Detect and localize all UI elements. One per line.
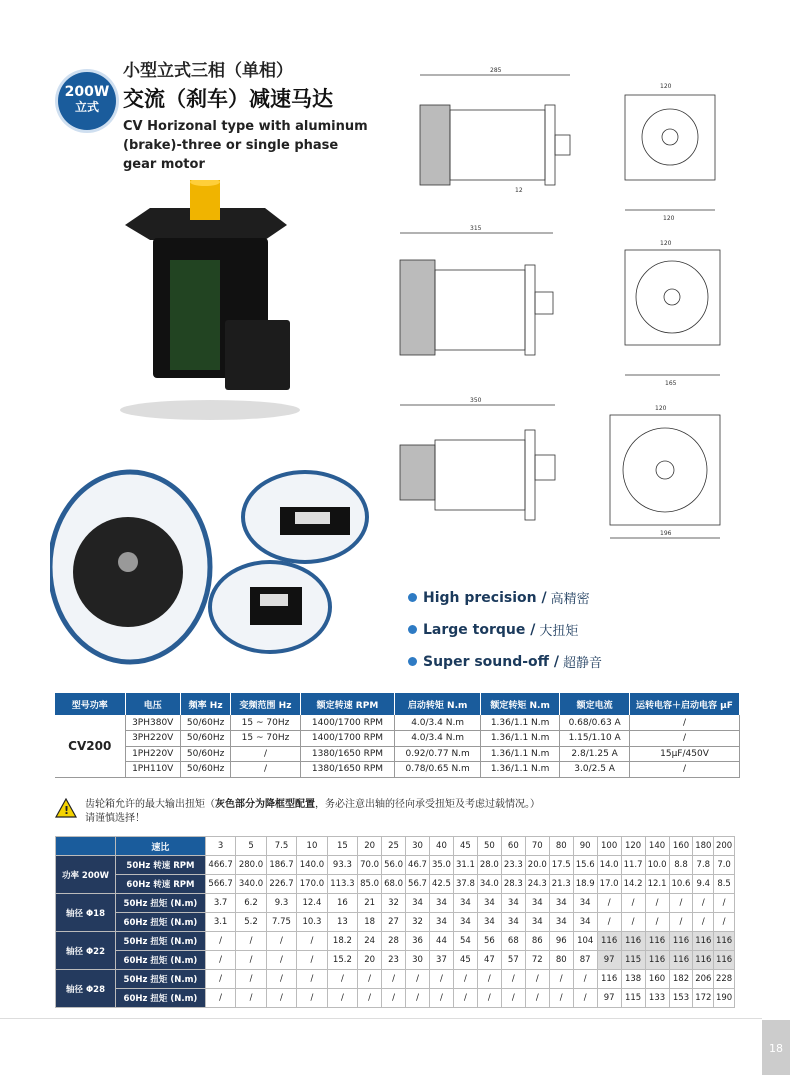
table-cell: / [231,746,300,762]
table-cell: 115 [621,989,645,1008]
table-cell: 32 [382,894,406,913]
table-cell: 9.4 [693,875,714,894]
table-row [56,913,735,932]
table-cell: 116 [669,951,693,970]
table-cell: 116 [714,951,735,970]
ratio-table [55,836,735,1008]
table-cell: 28.3 [501,875,525,894]
feature-item: Super sound-off / 超静音 [408,652,602,671]
title-line1: 小型立式三相（单相） [123,61,293,81]
title-english: CV Horizonal type with aluminum (brake)-three or single phase gear motor [123,119,368,172]
table-row [55,746,740,762]
table-cell: / [621,913,645,932]
table-cell: / [429,970,453,989]
ratio-label: 速比 [116,837,206,856]
table-cell: 1PH110V [125,762,180,778]
table-cell: / [525,989,549,1008]
table-cell: / [645,894,669,913]
table-cell: 113.3 [327,875,357,894]
table-cell: 70.0 [358,856,382,875]
table-cell: / [205,970,235,989]
table-cell: 85.0 [358,875,382,894]
table-cell: 56.0 [382,856,406,875]
table-row [56,875,735,894]
table-cell: 170.0 [297,875,327,894]
table-cell: 50/60Hz [180,762,230,778]
ratio-cell: 200 [714,837,735,856]
ratio-cell: 3 [205,837,235,856]
table-row [56,837,735,856]
power-badge [58,72,116,130]
table-cell: 2.8/1.25 A [560,746,630,762]
table-cell: / [501,989,525,1008]
table-cell: / [453,970,477,989]
table-cell: / [525,970,549,989]
table-cell: 28.0 [477,856,501,875]
table-cell: 34 [406,894,430,913]
table-cell: 1.36/1.1 N.m [480,746,559,762]
table-cell: 1.36/1.1 N.m [480,715,559,731]
table-cell: 1PH220V [125,746,180,762]
feature-item: Large torque / 大扭矩 [408,620,602,639]
row-label: 50Hz 扭矩 (N.m) [116,894,206,913]
table-cell: / [297,989,327,1008]
table-cell: 116 [597,970,621,989]
table-cell: 34 [501,894,525,913]
shaft-label: 轴径 Φ18 [56,894,116,932]
table-cell: 15μF/450V [630,746,740,762]
table-cell: 34.0 [477,875,501,894]
table-cell: / [406,970,430,989]
table-cell: 17.0 [597,875,621,894]
header-cell: 电压 [125,693,180,715]
table-cell: 226.7 [266,875,296,894]
table-cell: 5.2 [236,913,266,932]
table-cell: / [630,762,740,778]
table-cell: 14.2 [621,875,645,894]
feature-item: High precision / 高精密 [408,588,602,607]
table-cell: 0.68/0.63 A [560,715,630,731]
title-line2: 交流（刹车）减速马达 [123,87,333,111]
header-cell: 运转电容＋启动电容 μF [630,693,740,715]
table-cell: 34 [573,894,597,913]
table-cell: / [621,894,645,913]
table-cell: 3.7 [205,894,235,913]
table-cell: / [236,970,266,989]
table-cell: 116 [597,932,621,951]
table-cell: 15 ~ 70Hz [231,715,300,731]
table-cell: / [669,894,693,913]
table-cell: / [297,932,327,951]
model-cell: CV200 [55,715,125,777]
row-label: 50Hz 转速 RPM [116,856,206,875]
table-cell: 190 [714,989,735,1008]
table-cell: / [205,932,235,951]
row-label: 60Hz 扭矩 (N.m) [116,951,206,970]
ratio-cell: 180 [693,837,714,856]
ratio-cell: 7.5 [266,837,296,856]
table-cell: 68 [501,932,525,951]
table-cell: 35.0 [429,856,453,875]
table-cell: 56 [477,932,501,951]
gear-motor-image [115,180,305,420]
table-cell: 34 [573,913,597,932]
table-cell: / [693,913,714,932]
dim-2-base: 165 [665,380,677,387]
spec-table [55,693,740,778]
table-cell: 93.3 [327,856,357,875]
ratio-cell: 50 [477,837,501,856]
table-cell: 280.0 [236,856,266,875]
table-cell: / [714,894,735,913]
table-cell: 116 [714,932,735,951]
table-cell: 34 [501,913,525,932]
table-cell: 340.0 [236,875,266,894]
ratio-cell: 15 [327,837,357,856]
table-cell: / [205,951,235,970]
table-cell: 104 [573,932,597,951]
table-row [56,932,735,951]
table-cell: 21 [358,894,382,913]
table-cell: / [549,970,573,989]
table-cell: 172 [693,989,714,1008]
table-cell: 116 [693,932,714,951]
table-cell: / [669,913,693,932]
ratio-cell: 60 [501,837,525,856]
table-cell: 10.6 [669,875,693,894]
table-cell: 11.7 [621,856,645,875]
dim-1-shaft: 12 [515,187,523,194]
page-number: 18 [762,1020,790,1075]
table-cell: 12.4 [297,894,327,913]
table-cell: 44 [429,932,453,951]
brake-accessory-image [50,462,380,672]
table-cell: 34 [429,894,453,913]
table-cell: 50/60Hz [180,715,230,731]
bullet-icon [408,657,417,666]
table-cell: 10.3 [297,913,327,932]
table-cell: / [382,970,406,989]
header-cell: 启动转矩 N.m [395,693,481,715]
table-cell: 1380/1650 RPM [300,746,395,762]
table-cell: 133 [645,989,669,1008]
table-cell: / [573,970,597,989]
table-cell: 1.36/1.1 N.m [480,731,559,747]
table-row [56,989,735,1008]
table-cell: 34 [453,913,477,932]
ratio-cell: 70 [525,837,549,856]
table-cell: 8.5 [714,875,735,894]
table-cell: 34 [525,913,549,932]
ratio-cell: 30 [406,837,430,856]
table-row [55,715,740,731]
table-cell: / [714,913,735,932]
feature-list [408,588,602,684]
table-cell: 56.7 [406,875,430,894]
table-cell: 34 [549,913,573,932]
table-cell: 37.8 [453,875,477,894]
table-cell: 0.78/0.65 N.m [395,762,481,778]
table-cell: / [597,913,621,932]
table-cell: 47 [477,951,501,970]
bullet-icon [408,593,417,602]
table-cell: 1.36/1.1 N.m [480,762,559,778]
header-cell: 额定转矩 N.m [480,693,559,715]
table-cell: 116 [645,932,669,951]
table-cell: / [266,932,296,951]
table-cell: 116 [645,951,669,970]
table-cell: / [266,989,296,1008]
table-cell: 68.0 [382,875,406,894]
table-cell: / [477,970,501,989]
badge-power: 200W [64,84,110,100]
ratio-cell: 140 [645,837,669,856]
table-cell: 7.75 [266,913,296,932]
table-cell: 138 [621,970,645,989]
ratio-cell: 80 [549,837,573,856]
table-cell: 87 [573,951,597,970]
table-cell: 28 [382,932,406,951]
table-cell: 1380/1650 RPM [300,762,395,778]
bullet-icon [408,625,417,634]
table-cell: 15.6 [573,856,597,875]
table-cell: 7.0 [714,856,735,875]
table-cell: / [693,894,714,913]
badge-type: 立式 [74,100,99,114]
ratio-cell: 160 [669,837,693,856]
row-label: 60Hz 转速 RPM [116,875,206,894]
table-cell: 116 [669,932,693,951]
table-cell: 566.7 [205,875,235,894]
table-row [56,970,735,989]
ratio-cell: 100 [597,837,621,856]
table-cell: 228 [714,970,735,989]
ratio-cell: 40 [429,837,453,856]
table-cell: / [382,989,406,1008]
dim-1-base: 120 [663,215,675,222]
corner-cell [56,837,116,856]
table-cell: / [501,970,525,989]
table-cell: 186.7 [266,856,296,875]
table-cell: 80 [549,951,573,970]
table-cell: 6.2 [236,894,266,913]
table-cell: / [297,951,327,970]
row-label: 50Hz 扭矩 (N.m) [116,970,206,989]
table-cell: / [358,970,382,989]
table-cell: / [266,951,296,970]
row-label: 50Hz 扭矩 (N.m) [116,932,206,951]
table-row [55,762,740,778]
table-cell: 32 [406,913,430,932]
dimension-drawings [385,60,735,545]
table-cell: / [205,989,235,1008]
table-row [56,951,735,970]
ratio-cell: 25 [382,837,406,856]
ratio-cell: 45 [453,837,477,856]
table-cell: 116 [693,951,714,970]
table-cell: 34 [429,913,453,932]
table-cell: / [266,970,296,989]
ratio-cell: 90 [573,837,597,856]
warning-note: ! 齿轮箱允许的最大输出扭矩（灰色部分为降框型配置，务必注意出轴的径向承受扭矩及考虑过载情况。） 请谨慎选择！ [55,798,685,826]
table-cell: / [630,715,740,731]
table-cell: 4.0/3.4 N.m [395,731,481,747]
table-cell: 96 [549,932,573,951]
table-cell: / [477,989,501,1008]
table-cell: / [327,970,357,989]
table-cell: 3.0/2.5 A [560,762,630,778]
table-cell: 3PH220V [125,731,180,747]
table-cell: 3.1 [205,913,235,932]
table-cell: 15 ~ 70Hz [231,731,300,747]
header-cell: 变频范围 Hz [231,693,300,715]
table-cell: / [236,989,266,1008]
table-cell: 24.3 [525,875,549,894]
ratio-cell: 120 [621,837,645,856]
table-cell: 18.9 [573,875,597,894]
table-cell: 140.0 [297,856,327,875]
header-cell: 型号功率 [55,693,125,715]
table-cell: 50/60Hz [180,731,230,747]
table-cell: / [358,989,382,1008]
table-cell: 160 [645,970,669,989]
table-cell: 17.5 [549,856,573,875]
table-cell: 115 [621,951,645,970]
table-cell: / [236,932,266,951]
ratio-cell: 5 [236,837,266,856]
dim-3-base: 196 [660,530,672,537]
table-row [55,731,740,747]
table-cell: 45 [453,951,477,970]
table-cell: 8.8 [669,856,693,875]
table-cell: / [453,989,477,1008]
table-cell: 36 [406,932,430,951]
table-cell: 18 [358,913,382,932]
table-cell: 0.92/0.77 N.m [395,746,481,762]
table-cell: 13 [327,913,357,932]
table-cell: 16 [327,894,357,913]
table-cell: 182 [669,970,693,989]
table-cell: / [406,989,430,1008]
header-cell: 额定转速 RPM [300,693,395,715]
table-cell: / [429,989,453,1008]
table-cell: 34 [525,894,549,913]
ratio-cell: 10 [297,837,327,856]
shaft-label: 轴径 Φ22 [56,932,116,970]
warning-icon [55,798,77,818]
table-cell: 1.15/1.10 A [560,731,630,747]
page-title [123,56,373,174]
table-cell: 86 [525,932,549,951]
table-cell: / [573,989,597,1008]
table-cell: 3PH380V [125,715,180,731]
table-cell: 12.1 [645,875,669,894]
table-cell: 34 [453,894,477,913]
header-cell: 额定电流 [560,693,630,715]
table-cell: 18.2 [327,932,357,951]
svg-text:!: ! [64,804,70,817]
table-row [56,894,735,913]
table-cell: / [231,762,300,778]
table-cell: 57 [501,951,525,970]
table-cell: / [297,970,327,989]
table-cell: 46.7 [406,856,430,875]
table-cell: 21.3 [549,875,573,894]
table-cell: 23.3 [501,856,525,875]
table-cell: 24 [358,932,382,951]
table-cell: 37 [429,951,453,970]
table-cell: / [597,894,621,913]
table-cell: 54 [453,932,477,951]
footer-divider [0,1018,762,1019]
table-cell: 23 [382,951,406,970]
table-cell: 7.8 [693,856,714,875]
table-cell: 27 [382,913,406,932]
table-cell: 10.0 [645,856,669,875]
table-cell: 15.2 [327,951,357,970]
row-label: 60Hz 扭矩 (N.m) [116,913,206,932]
table-cell: 50/60Hz [180,746,230,762]
table-cell: 4.0/3.4 N.m [395,715,481,731]
table-cell: 206 [693,970,714,989]
table-cell: 1400/1700 RPM [300,715,395,731]
table-cell: 34 [549,894,573,913]
table-cell: 31.1 [453,856,477,875]
table-cell: / [630,731,740,747]
table-cell: 42.5 [429,875,453,894]
table-cell: 34 [477,913,501,932]
header-cell: 频率 Hz [180,693,230,715]
table-cell: 1400/1700 RPM [300,731,395,747]
table-cell: / [645,913,669,932]
dim-2-width: 120 [660,240,672,247]
table-row [56,856,735,875]
table-cell: / [236,951,266,970]
table-cell: 116 [621,932,645,951]
table-cell: 30 [406,951,430,970]
table-cell: 466.7 [205,856,235,875]
dim-3-width: 120 [655,405,667,412]
table-cell: 14.0 [597,856,621,875]
table-cell: / [327,989,357,1008]
table-cell: 20 [358,951,382,970]
table-cell: 34 [477,894,501,913]
dim-2-length: 315 [470,225,482,232]
shaft-label: 轴径 Φ28 [56,970,116,1008]
table-cell: 97 [597,989,621,1008]
table-cell: / [549,989,573,1008]
dim-3-length: 350 [470,397,482,404]
row-label: 60Hz 扭矩 (N.m) [116,989,206,1008]
dim-1-length: 285 [490,67,502,74]
ratio-cell: 20 [358,837,382,856]
table-cell: 9.3 [266,894,296,913]
table-cell: 72 [525,951,549,970]
power-label: 功率 200W [56,856,116,894]
table-cell: 20.0 [525,856,549,875]
table-cell: 153 [669,989,693,1008]
table-cell: 97 [597,951,621,970]
dim-1-width: 120 [660,83,672,90]
